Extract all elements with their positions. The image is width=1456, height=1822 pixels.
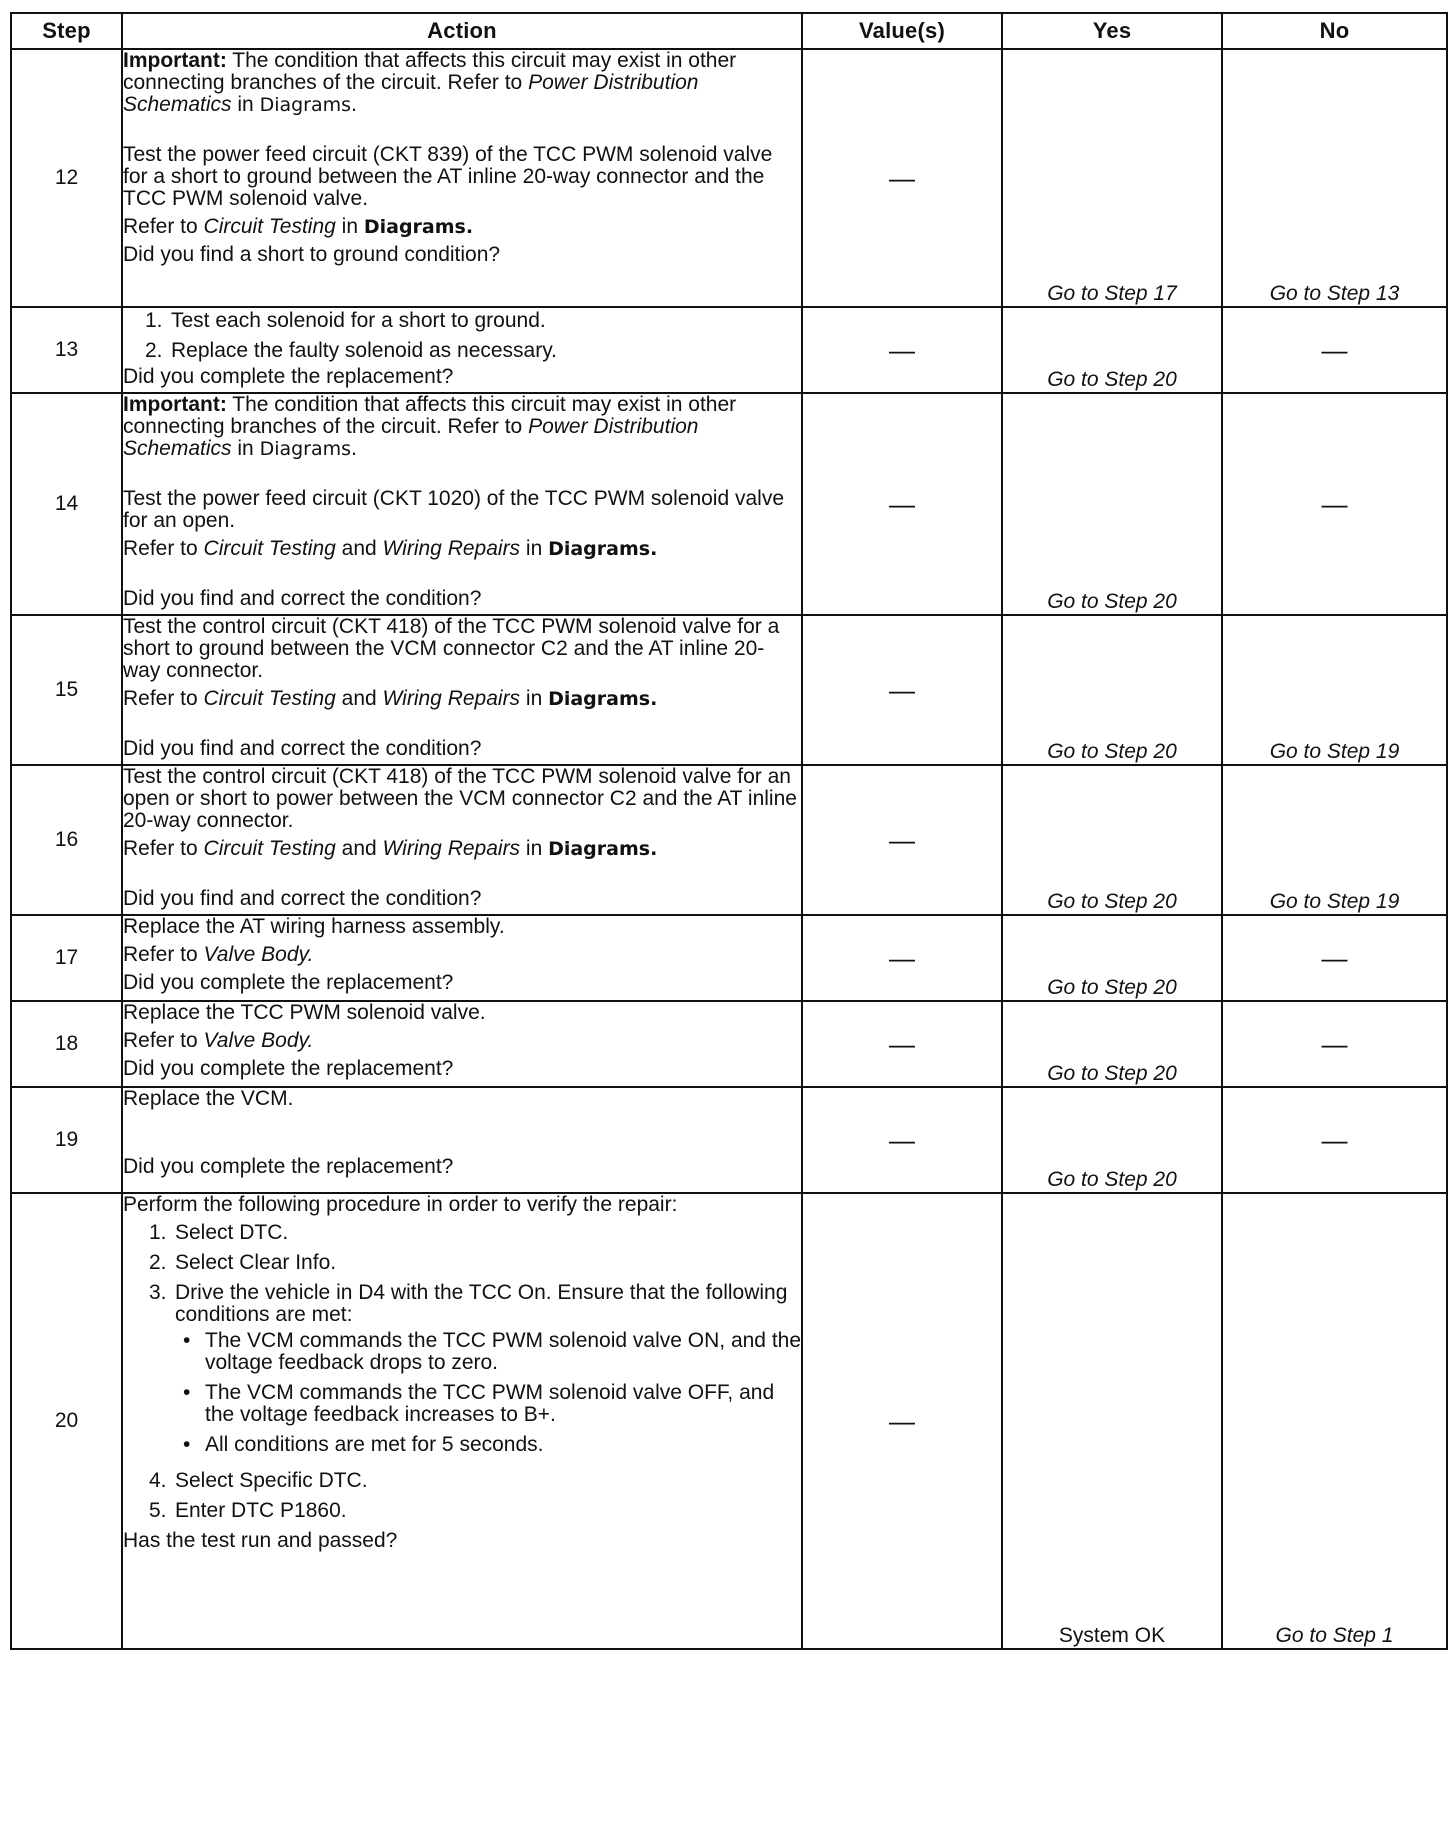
diagrams-ref: Diagrams. [548,538,658,560]
valve-body-ref: Valve Body. [203,1029,314,1052]
no-result: — [1222,307,1447,393]
list-item: 2. Replace the faulty solenoid as necessary. [145,339,557,362]
table-row-step-14 [11,393,1447,615]
list-item: 1. Test each solenoid for a short to ground. [145,309,546,332]
question: Did you complete the replacement? [123,1155,454,1178]
numbered-list [149,1222,801,1522]
table-row-step-19 [11,1087,1447,1193]
action-text: Replace the AT wiring harness assembly. [123,915,505,938]
step-number: 17 [11,915,122,1001]
list-item: 5. Enter DTC P1860. [149,1499,347,1522]
yes-result: Go to Step 20 [1002,1001,1222,1087]
diagrams-ref: Diagrams. [363,216,474,238]
in-word: in [335,215,364,238]
list-item: 3. Drive the vehicle in D4 with the TCC On. Ensure that the following conditions are met: • The VCM commands the TCC PWM solenoid valve ON, and the voltage feedback drops to zero. • The VCM commands the TCC PWM solenoid valve OFF, and the voltage feedback increases to B+. • All conditions are met for 5 seconds. [149,1281,802,1456]
wiring-repairs-ref: Wiring Repairs [382,537,521,560]
question: Did you find and correct the condition? [123,887,482,910]
no-result: — [1222,1001,1447,1087]
value-cell: — [802,49,1002,307]
step-number: 19 [11,1087,122,1193]
diagrams-ref: Diagrams. [259,94,358,116]
action-cell [122,307,802,393]
action-cell [122,1001,802,1087]
action-cell [122,915,802,1001]
refer-line: Refer to Circuit Testing and Wiring Repairs in Diagrams. [123,687,658,710]
action-cell [122,49,802,307]
circuit-testing-ref: Circuit Testing [203,537,336,560]
yes-result: Go to Step 20 [1002,615,1222,765]
action-cell [122,1087,802,1193]
action-cell [122,615,802,765]
no-result: Go to Step 1 [1222,1193,1447,1649]
action-cell [122,393,802,615]
diagnostic-table [10,12,1448,1650]
yes-result: Go to Step 20 [1002,1087,1222,1193]
test-instruction: Test the power feed circuit (CKT 1020) of the TCC PWM solenoid valve for an open. [123,487,785,532]
value-cell: — [802,1001,1002,1087]
table-row-step-15 [11,615,1447,765]
refer-line [123,216,801,238]
table-row-step-18 [11,1001,1447,1087]
in-word: in [231,437,260,460]
refer-line: Refer to Valve Body. [123,943,314,966]
circuit-testing-ref: Circuit Testing [203,215,336,238]
value-cell: — [802,393,1002,615]
valve-body-ref: Valve Body. [203,943,314,966]
bullet-list [183,1330,801,1456]
action-text: Replace the VCM. [123,1087,294,1110]
question: Did you find and correct the condition? [123,737,482,760]
diagrams-ref: Diagrams. [548,688,658,710]
list-item: 4. Select Specific DTC. [149,1469,368,1492]
header-yes: Yes [1002,13,1222,49]
no-result: Go to Step 19 [1222,615,1447,765]
important-note [123,394,801,460]
refer-line: Refer to Circuit Testing and Wiring Repairs in Diagrams. [123,837,658,860]
important-label: Important: [123,393,227,416]
value-cell: — [802,1193,1002,1649]
question: Did you complete the replacement? [123,971,454,994]
yes-result: Go to Step 20 [1002,765,1222,915]
question: Did you complete the replacement? [123,365,454,388]
header-action: Action [122,13,802,49]
table-row-step-13 [11,307,1447,393]
header-no: No [1222,13,1447,49]
step-number: 13 [11,307,122,393]
header-step: Step [11,13,122,49]
question: Did you complete the replacement? [123,1057,454,1080]
wiring-repairs-ref: Wiring Repairs [382,687,521,710]
list-item: 1. Select DTC. [149,1221,289,1244]
circuit-testing-ref: Circuit Testing [203,837,336,860]
table-row-step-12 [11,49,1447,307]
no-result: — [1222,915,1447,1001]
procedure-intro: Perform the following procedure in order to verify the repair: [123,1193,678,1216]
step-number: 14 [11,393,122,615]
test-instruction: Test the control circuit (CKT 418) of the TCC PWM solenoid valve for a short to ground between the VCM connector C2 and the AT inline 20-way connector. [123,615,780,682]
yes-result: Go to Step 17 [1002,49,1222,307]
schematics-ref: Power Distribution Schematics [123,71,699,116]
table-row-step-16 [11,765,1447,915]
test-instruction: Test the power feed circuit (CKT 839) of the TCC PWM solenoid valve for a short to ground between the AT inline 20-way connector and the TCC PWM solenoid valve. [123,143,773,210]
important-text: The condition that affects this circuit may exist in other connecting branches of the circuit. Refer to [123,49,737,94]
question: Has the test run and passed? [123,1529,398,1552]
yes-result: Go to Step 20 [1002,307,1222,393]
step-number: 12 [11,49,122,307]
step-number: 15 [11,615,122,765]
important-text: The condition that affects this circuit may exist in other connecting branches of the circuit. Refer to [123,393,737,438]
table-row-step-20 [11,1193,1447,1649]
yes-result: Go to Step 20 [1002,915,1222,1001]
value-cell: — [802,765,1002,915]
table-row-step-17 [11,915,1447,1001]
action-text: Replace the TCC PWM solenoid valve. [123,1001,486,1024]
diagrams-ref: Diagrams. [259,438,358,460]
header-values: Value(s) [802,13,1002,49]
action-cell [122,765,802,915]
value-cell: — [802,307,1002,393]
no-result: Go to Step 13 [1222,49,1447,307]
action-cell [122,1193,802,1649]
value-cell: — [802,1087,1002,1193]
step-number: 16 [11,765,122,915]
circuit-testing-ref: Circuit Testing [203,687,336,710]
no-result: Go to Step 19 [1222,765,1447,915]
no-result: — [1222,1087,1447,1193]
important-note [123,50,801,116]
question: Did you find a short to ground condition? [123,243,501,266]
refer-line: Refer to Valve Body. [123,1029,314,1052]
diagrams-ref: Diagrams. [548,838,658,860]
bullet-item: • The VCM commands the TCC PWM solenoid valve OFF, and the voltage feedback increases to B+. [183,1381,775,1426]
table-header-row [11,13,1447,49]
step-number: 18 [11,1001,122,1087]
value-cell: — [802,915,1002,1001]
list-item: 2. Select Clear Info. [149,1251,337,1274]
yes-result: Go to Step 20 [1002,393,1222,615]
numbered-list [145,310,801,362]
important-label: Important: [123,49,227,72]
step-number: 20 [11,1193,122,1649]
question: Did you find and correct the condition? [123,587,482,610]
bullet-item: • The VCM commands the TCC PWM solenoid valve ON, and the voltage feedback drops to zero. [183,1329,802,1374]
refer-line: Refer to Circuit Testing and Wiring Repairs in Diagrams. [123,537,658,560]
test-instruction: Test the control circuit (CKT 418) of the TCC PWM solenoid valve for an open or short to power between the VCM connector C2 and the AT inline 20-way connector. [123,765,797,832]
refer-prefix: Refer to [123,215,204,238]
bullet-item: • All conditions are met for 5 seconds. [183,1433,544,1456]
in-word: in [231,93,260,116]
no-result: — [1222,393,1447,615]
value-cell: — [802,615,1002,765]
wiring-repairs-ref: Wiring Repairs [382,837,521,860]
yes-result: System OK [1002,1193,1222,1649]
schematics-ref: Power Distribution Schematics [123,415,699,460]
